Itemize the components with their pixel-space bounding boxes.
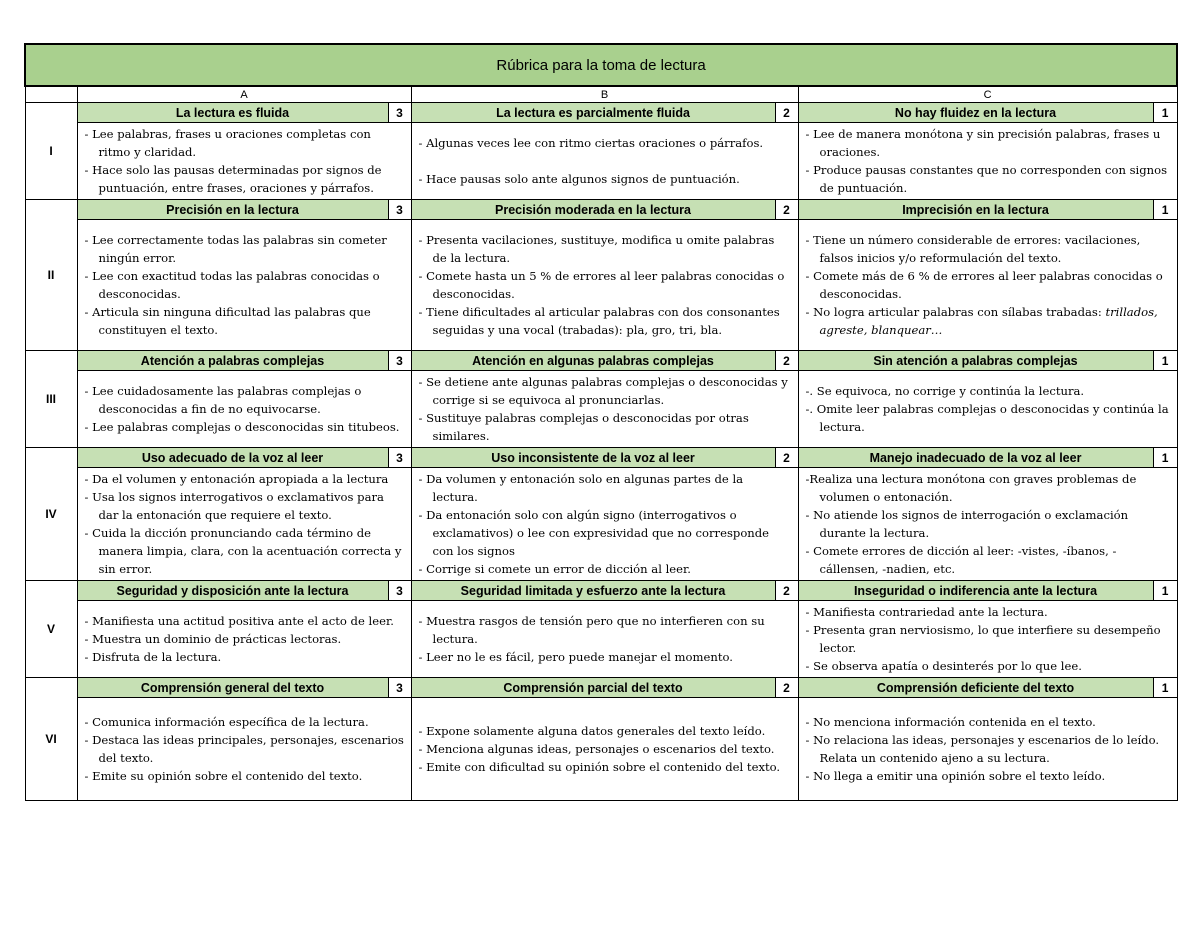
title-row <box>25 44 1177 86</box>
criterion-number: V <box>25 581 77 678</box>
descriptor-item: - Lee con exactitud todas las palabras conocidas o desconocidas. <box>84 269 380 301</box>
descriptor-item: - No relaciona las ideas, personajes y escenarios de lo leído. Relata un contenido ajeno a su lectura. <box>805 733 1160 765</box>
level-header: Seguridad y disposición ante la lectura <box>77 581 388 601</box>
descriptor-list <box>85 612 405 666</box>
level-score: 3 <box>388 678 411 698</box>
level-header: Atención en algunas palabras complejas <box>411 351 775 371</box>
descriptor-list <box>806 231 1171 339</box>
criterion-number: II <box>25 200 77 351</box>
level-score: 2 <box>775 448 798 468</box>
level-description <box>411 601 798 678</box>
level-description <box>798 220 1177 351</box>
level-score: 3 <box>388 581 411 601</box>
level-header: Precisión moderada en la lectura <box>411 200 775 220</box>
level-description <box>77 220 411 351</box>
level-header: Inseguridad o indiferencia ante la lectura <box>798 581 1153 601</box>
level-score: 3 <box>388 448 411 468</box>
criterion-header-row <box>25 678 1177 698</box>
level-header: Seguridad limitada y esfuerzo ante la lectura <box>411 581 775 601</box>
level-description <box>798 371 1177 448</box>
level-description <box>77 371 411 448</box>
descriptor-item: - Cuida la dicción pronunciando cada término de manera limpia, clara, con la acentuación correcta y sin error. <box>84 526 402 576</box>
level-score: 3 <box>388 103 411 123</box>
descriptor-list <box>419 722 792 776</box>
level-header: Sin atención a palabras complejas <box>798 351 1153 371</box>
descriptor-list <box>85 382 405 436</box>
level-description <box>411 123 798 200</box>
descriptor-item: - Expone solamente alguna datos generales del texto leído. <box>418 724 766 738</box>
level-header: Comprensión general del texto <box>77 678 388 698</box>
descriptor-list <box>419 134 792 188</box>
level-description <box>411 220 798 351</box>
descriptor-item: - Da el volumen y entonación apropiada a la lectura <box>84 472 389 486</box>
descriptor-item: - Leer no le es fácil, pero puede manejar el momento. <box>418 650 733 664</box>
corner-cell <box>25 86 77 103</box>
descriptor-item: - Hace pausas solo ante algunos signos de puntuación. <box>418 172 740 186</box>
level-description <box>411 698 798 801</box>
criterion-description-row <box>25 371 1177 448</box>
criterion-number: I <box>25 103 77 200</box>
level-header: Precisión en la lectura <box>77 200 388 220</box>
descriptor-item: - Hace solo las pausas determinadas por signos de puntuación, entre frases, oraciones y párrafos. <box>84 163 382 195</box>
level-description <box>77 123 411 200</box>
level-description <box>411 371 798 448</box>
criterion-description-row <box>25 468 1177 581</box>
level-description <box>798 601 1177 678</box>
level-score: 2 <box>775 200 798 220</box>
descriptor-list <box>419 470 792 578</box>
descriptor-item: - Sustituye palabras complejas o desconocidas por otras similares. <box>418 411 749 443</box>
descriptor-list <box>806 470 1171 578</box>
criterion-number: VI <box>25 678 77 801</box>
level-header: Uso inconsistente de la voz al leer <box>411 448 775 468</box>
descriptor-item: - Se detiene ante algunas palabras complejas o desconocidas y corrige si se equivoca al pronunciarlas. <box>418 375 788 407</box>
descriptor-item: - Tiene dificultades al articular palabras con dos consonantes seguidas y una vocal (trabadas): pla, gro, tri, bla. <box>418 305 780 337</box>
rubric-table <box>24 43 1178 801</box>
descriptor-item: - Da volumen y entonación solo en algunas partes de la lectura. <box>418 472 744 504</box>
descriptor-item: - Manifiesta una actitud positiva ante el acto de leer. <box>84 614 394 628</box>
level-description <box>77 698 411 801</box>
criterion-description-row <box>25 220 1177 351</box>
level-score: 2 <box>775 351 798 371</box>
criterion-header-row <box>25 200 1177 220</box>
descriptor-item: - Algunas veces lee con ritmo ciertas oraciones o párrafos. <box>418 136 764 150</box>
level-header: Comprensión deficiente del texto <box>798 678 1153 698</box>
descriptor-item: - Lee cuidadosamente las palabras complejas o desconocidas a fin de no equivocarse. <box>84 384 362 416</box>
descriptor-item: - Presenta vacilaciones, sustituye, modifica u omite palabras de la lectura. <box>418 233 775 265</box>
level-score: 2 <box>775 581 798 601</box>
descriptor-item: - Comete errores de dicción al leer: -vistes, -íbanos, -cállensen, -nadien, etc. <box>805 544 1117 576</box>
descriptor-list <box>85 713 405 785</box>
descriptor-item: -. Se equivoca, no corrige y continúa la lectura. <box>805 384 1085 398</box>
descriptor-item: - Lee correctamente todas las palabras sin cometer ningún error. <box>84 233 387 265</box>
descriptor-item: - Muestra rasgos de tensión pero que no interfieren con su lectura. <box>418 614 765 646</box>
level-description <box>77 468 411 581</box>
descriptor-list <box>85 231 405 339</box>
descriptor-item: - No llega a emitir una opinión sobre el texto leído. <box>805 769 1106 783</box>
descriptor-item <box>806 303 1171 339</box>
descriptor-list <box>806 713 1171 785</box>
level-score: 2 <box>775 678 798 698</box>
level-score: 2 <box>775 103 798 123</box>
descriptor-item: - Se observa apatía o desinterés por lo que lee. <box>805 659 1082 673</box>
descriptor-list <box>806 603 1171 675</box>
descriptor-item: - Disfruta de la lectura. <box>84 650 222 664</box>
criterion-header-row <box>25 581 1177 601</box>
descriptor-item: - Emite con dificultad su opinión sobre el contenido del texto. <box>418 760 781 774</box>
level-header: Manejo inadecuado de la voz al leer <box>798 448 1153 468</box>
level-description <box>798 698 1177 801</box>
descriptor-item: - Usa los signos interrogativos o exclamativos para dar la entonación que requiere el texto. <box>84 490 384 522</box>
descriptor-item: - Menciona algunas ideas, personajes o escenarios del texto. <box>418 742 775 756</box>
descriptor-item: - Destaca las ideas principales, personajes, escenarios del texto. <box>84 733 404 765</box>
descriptor-item: - Manifiesta contrariedad ante la lectura. <box>805 605 1048 619</box>
level-description <box>77 601 411 678</box>
descriptor-item: - Lee de manera monótona y sin precisión palabras, frases u oraciones. <box>805 127 1161 159</box>
descriptor-list <box>806 382 1171 436</box>
descriptor-item: - Lee palabras, frases u oraciones completas con ritmo y claridad. <box>84 127 371 159</box>
descriptor-item: - Tiene un número considerable de errores: vacilaciones, falsos inicios y/o reformulación del texto. <box>805 233 1141 265</box>
level-header: Atención a palabras complejas <box>77 351 388 371</box>
criterion-description-row <box>25 123 1177 200</box>
descriptor-item: - No menciona información contenida en el texto. <box>805 715 1096 729</box>
level-header: La lectura es parcialmente fluida <box>411 103 775 123</box>
level-header: No hay fluidez en la lectura <box>798 103 1153 123</box>
descriptor-list <box>85 470 405 578</box>
descriptor-item: - Articula sin ninguna dificultad las palabras que constituyen el texto. <box>84 305 371 337</box>
descriptor-list <box>85 125 405 197</box>
criterion-number: III <box>25 351 77 448</box>
descriptor-list <box>419 231 792 339</box>
descriptor-item: - No atiende los signos de interrogación o exclamación durante la lectura. <box>805 508 1129 540</box>
descriptor-item: - Muestra un dominio de prácticas lectoras. <box>84 632 342 646</box>
descriptor-item: - Da entonación solo con algún signo (interrogativos o exclamativos) o lee con expresividad que no corresponde con los signos <box>418 508 770 558</box>
descriptor-item: - Comunica información específica de la lectura. <box>84 715 369 729</box>
level-score: 1 <box>1153 448 1177 468</box>
descriptor-item: -. Omite leer palabras complejas o desconocidas y continúa la lectura. <box>805 402 1169 434</box>
criterion-description-row <box>25 698 1177 801</box>
level-score: 1 <box>1153 351 1177 371</box>
level-score: 1 <box>1153 200 1177 220</box>
descriptor-item: - Comete más de 6 % de errores al leer palabras conocidas o desconocidas. <box>805 269 1163 301</box>
level-header: La lectura es fluida <box>77 103 388 123</box>
column-letter-c: C <box>798 86 1177 103</box>
column-letters-row <box>25 86 1177 103</box>
criterion-header-row <box>25 351 1177 371</box>
descriptor-list <box>419 373 792 445</box>
descriptor-item: - Emite su opinión sobre el contenido del texto. <box>84 769 363 783</box>
criterion-header-row <box>25 448 1177 468</box>
level-header: Imprecisión en la lectura <box>798 200 1153 220</box>
level-header: Comprensión parcial del texto <box>411 678 775 698</box>
descriptor-item: - Presenta gran nerviosismo, lo que interfiere su desempeño lector. <box>805 623 1161 655</box>
descriptor-item: -Realiza una lectura monótona con graves problemas de volumen o entonación. <box>805 472 1137 504</box>
descriptor-example-words: trillados, agreste, blanquear… <box>819 305 1158 337</box>
level-score: 1 <box>1153 581 1177 601</box>
level-score: 3 <box>388 200 411 220</box>
criterion-number: IV <box>25 448 77 581</box>
descriptor-list <box>419 612 792 666</box>
descriptor-list <box>806 125 1171 197</box>
level-score: 1 <box>1153 103 1177 123</box>
descriptor-item: - Lee palabras complejas o desconocidas sin titubeos. <box>84 420 400 434</box>
criterion-description-row <box>25 601 1177 678</box>
level-score: 1 <box>1153 678 1177 698</box>
level-description <box>411 468 798 581</box>
column-letter-a: A <box>77 86 411 103</box>
level-header: Uso adecuado de la voz al leer <box>77 448 388 468</box>
level-description <box>798 123 1177 200</box>
descriptor-text: - No logra articular palabras con sílabas trabadas: <box>805 305 1106 319</box>
level-score: 3 <box>388 351 411 371</box>
descriptor-item: - Produce pausas constantes que no corresponden con signos de puntuación. <box>805 163 1168 195</box>
descriptor-item: - Comete hasta un 5 % de errores al leer palabras conocidas o desconocidas. <box>418 269 785 301</box>
column-letter-b: B <box>411 86 798 103</box>
descriptor-item: - Corrige si comete un error de dicción al leer. <box>418 562 691 576</box>
criterion-header-row <box>25 103 1177 123</box>
level-description <box>798 468 1177 581</box>
rubric-title: Rúbrica para la toma de lectura <box>25 44 1177 86</box>
